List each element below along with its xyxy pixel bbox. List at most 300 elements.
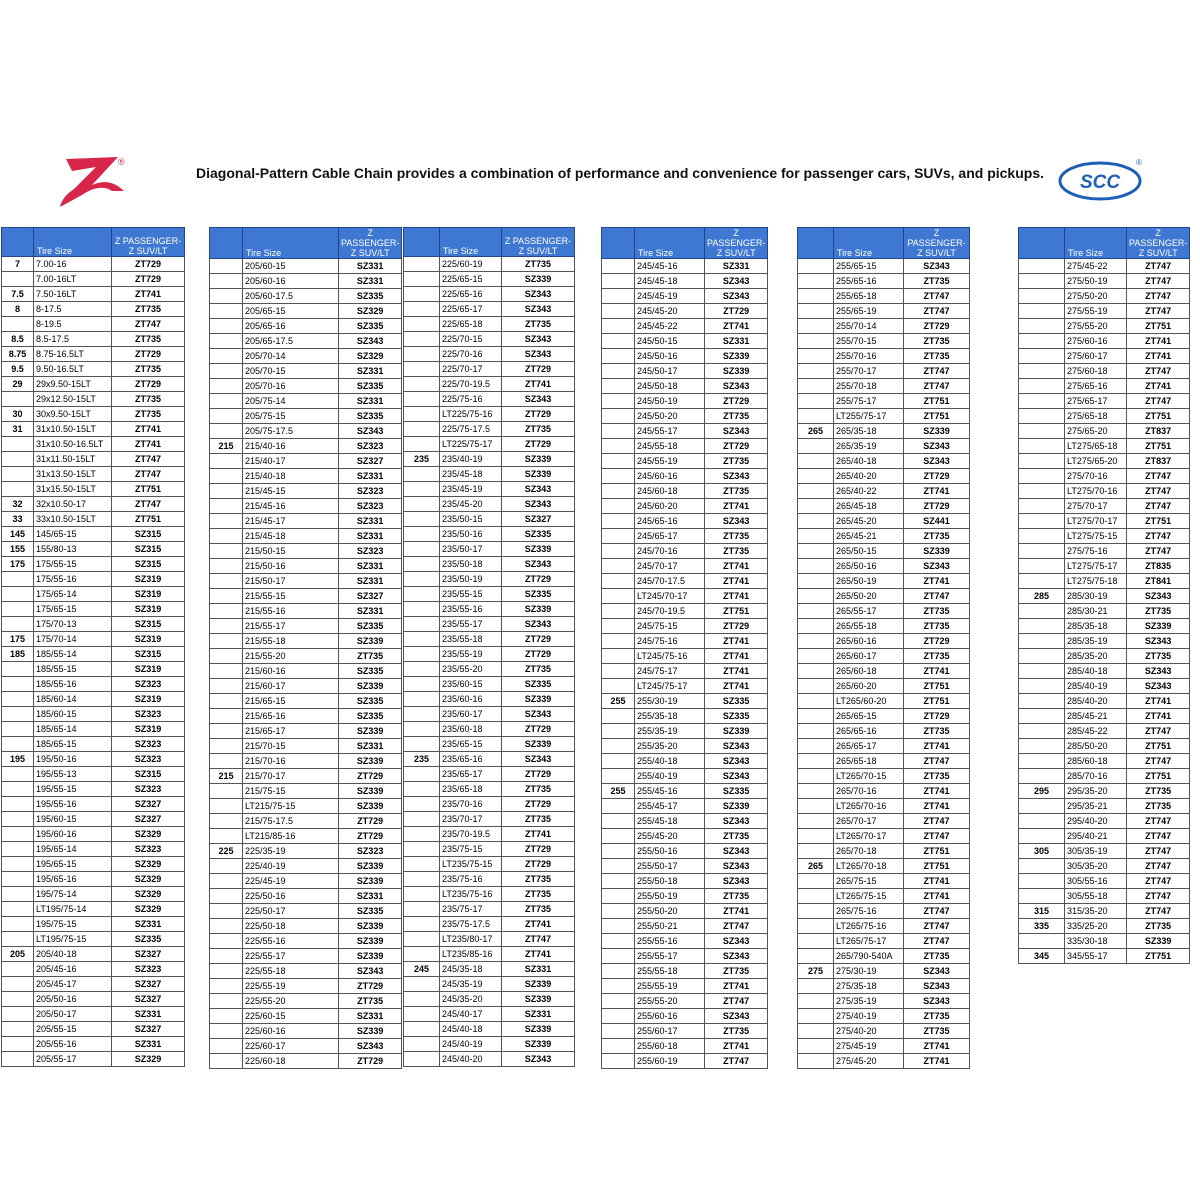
table-row [2, 752, 185, 767]
table-row [798, 724, 970, 739]
table-row [1019, 919, 1190, 934]
table-row [602, 304, 768, 319]
chain-model-cell: SZ323 [112, 782, 185, 797]
chain-model-cell: ZT751 [1127, 739, 1190, 754]
tire-width-cell [404, 677, 440, 692]
tire-width-cell [2, 617, 34, 632]
table-row [1019, 424, 1190, 439]
tire-width-cell [404, 602, 440, 617]
tire-size-cell: 185/65-15 [34, 737, 112, 752]
tire-width-cell [1019, 664, 1065, 679]
table-row [1019, 784, 1190, 799]
tire-size-cell: 235/70-16 [440, 797, 502, 812]
table-row [210, 589, 402, 604]
chain-model-cell: ZT729 [339, 1054, 402, 1069]
chain-model-cell: ZT735 [502, 872, 575, 887]
tire-width-cell: 31 [2, 422, 34, 437]
tire-size-cell: 225/75-16 [440, 392, 502, 407]
table-row [798, 619, 970, 634]
chain-model-cell: SZ339 [502, 602, 575, 617]
tire-width-cell [210, 319, 243, 334]
tire-size-cell: 175/70-14 [34, 632, 112, 647]
table-row [210, 904, 402, 919]
table-row [798, 589, 970, 604]
chain-model-cell: ZT729 [705, 439, 768, 454]
table-row [210, 1039, 402, 1054]
chain-model-cell: SZ331 [339, 889, 402, 904]
chain-model-cell: ZT741 [1127, 379, 1190, 394]
chain-model-cell: ZT735 [705, 829, 768, 844]
chain-model-cell: ZT747 [112, 467, 185, 482]
table-row [2, 557, 185, 572]
table-row [602, 349, 768, 364]
tire-width-cell [2, 452, 34, 467]
chain-model-cell: SZ343 [502, 287, 575, 302]
chain-model-cell: SZ343 [502, 557, 575, 572]
table-row [798, 964, 970, 979]
tire-size-cell: 245/60-20 [635, 499, 705, 514]
chain-model-cell: ZT729 [502, 857, 575, 872]
tire-width-cell [798, 889, 834, 904]
tire-width-cell [2, 317, 34, 332]
table-row [602, 454, 768, 469]
table-row [210, 679, 402, 694]
table-row [404, 977, 575, 992]
chain-model-cell: ZT735 [339, 994, 402, 1009]
tire-size-cell: 285/35-20 [1065, 649, 1127, 664]
table-row [602, 874, 768, 889]
tire-width-cell [798, 679, 834, 694]
tire-size-cell: 265/70-18 [834, 844, 904, 859]
chain-model-cell: SZ331 [339, 1009, 402, 1024]
tire-width-cell [404, 977, 440, 992]
tire-width-cell [404, 1022, 440, 1037]
chain-model-cell: ZT751 [904, 394, 970, 409]
tire-width-cell [404, 647, 440, 662]
tire-size-cell: 33x10.50-15LT [34, 512, 112, 527]
table-row [798, 424, 970, 439]
table-row [798, 454, 970, 469]
tire-width-cell [798, 409, 834, 424]
chain-model-cell: SZ327 [112, 977, 185, 992]
table-row [602, 604, 768, 619]
table-row [2, 392, 185, 407]
tire-size-cell: 195/55-13 [34, 767, 112, 782]
table-row [2, 302, 185, 317]
tire-size-cell: 225/65-16 [440, 287, 502, 302]
table-row [210, 649, 402, 664]
chain-model-cell: SZ339 [705, 364, 768, 379]
chain-header-line1: Z PASSENGER- [707, 228, 766, 248]
tire-width-cell [404, 362, 440, 377]
tire-width-cell [602, 1054, 635, 1069]
tire-width-cell: 295 [1019, 784, 1065, 799]
table-row [1019, 589, 1190, 604]
chain-model-cell: SZ339 [502, 272, 575, 287]
tire-size-cell: LT275/65-18 [1065, 439, 1127, 454]
tire-width-cell [210, 634, 243, 649]
tire-width-cell [798, 874, 834, 889]
tire-size-cell: 9.50-16.5LT [34, 362, 112, 377]
tire-size-cell: 235/70-17 [440, 812, 502, 827]
table-row [2, 272, 185, 287]
tire-size-cell: 29x12.50-15LT [34, 392, 112, 407]
width-column-header [210, 228, 243, 259]
tire-width-cell [798, 499, 834, 514]
tire-width-cell [210, 964, 243, 979]
tire-width-cell [210, 739, 243, 754]
tire-width-cell: 185 [2, 647, 34, 662]
tire-width-cell [602, 1024, 635, 1039]
chain-model-cell: ZT747 [1127, 499, 1190, 514]
tire-width-cell [798, 319, 834, 334]
tire-width-cell [1019, 439, 1065, 454]
tire-width-cell [210, 709, 243, 724]
tire-width-cell [2, 902, 34, 917]
chain-model-cell: ZT741 [705, 574, 768, 589]
chain-model-cell: ZT741 [705, 589, 768, 604]
chain-model-cell: ZT735 [502, 422, 575, 437]
tire-size-cell: 335/30-18 [1065, 934, 1127, 949]
tire-width-cell [602, 484, 635, 499]
tire-width-cell [602, 664, 635, 679]
chain-model-cell: ZT729 [904, 709, 970, 724]
chain-model-cell: SZ441 [904, 514, 970, 529]
tire-size-cell: 245/50-19 [635, 394, 705, 409]
table-row [602, 694, 768, 709]
tire-width-cell [404, 272, 440, 287]
tire-width-cell [210, 799, 243, 814]
tire-size-cell: 305/55-18 [1065, 889, 1127, 904]
tire-size-cell: 255/50-21 [635, 919, 705, 934]
tire-size-cell: 245/70-17 [635, 559, 705, 574]
tire-width-cell [2, 872, 34, 887]
tire-width-cell [404, 572, 440, 587]
tire-width-cell [1019, 484, 1065, 499]
tire-width-cell [602, 604, 635, 619]
tire-width-cell [798, 784, 834, 799]
tire-width-cell [404, 992, 440, 1007]
table-row [404, 1052, 575, 1067]
tire-size-cell: 225/60-17 [243, 1039, 339, 1054]
chain-model-cell: ZT751 [112, 482, 185, 497]
tire-width-cell [1019, 679, 1065, 694]
tire-width-cell [2, 857, 34, 872]
tire-width-cell [210, 814, 243, 829]
chain-model-cell: ZT729 [339, 769, 402, 784]
tire-width-cell [404, 947, 440, 962]
tire-size-cell: 225/50-17 [243, 904, 339, 919]
table-row [2, 1022, 185, 1037]
tire-width-cell: 255 [602, 694, 635, 709]
chain-model-cell: SZ335 [339, 319, 402, 334]
tire-size-cell: 275/70-17 [1065, 499, 1127, 514]
tire-size-cell: LT245/75-17 [635, 679, 705, 694]
tire-width-cell: 245 [404, 962, 440, 977]
table-row [602, 274, 768, 289]
tire-width-cell [1019, 694, 1065, 709]
tire-width-cell [404, 692, 440, 707]
table-row [404, 257, 575, 272]
tire-width-cell [602, 394, 635, 409]
tire-size-cell: 195/75-15 [34, 917, 112, 932]
tire-width-cell [210, 979, 243, 994]
tire-size-cell: 215/75-17.5 [243, 814, 339, 829]
tire-size-cell: 235/60-18 [440, 722, 502, 737]
tire-width-cell [602, 304, 635, 319]
chain-model-cell: ZT741 [705, 904, 768, 919]
tire-size-cell: 245/45-22 [635, 319, 705, 334]
tire-size-cell: 205/75-14 [243, 394, 339, 409]
tire-size-cell: 245/45-18 [635, 274, 705, 289]
chain-model-cell: SZ335 [339, 379, 402, 394]
table-row [404, 917, 575, 932]
table-row [2, 692, 185, 707]
tire-width-cell [1019, 559, 1065, 574]
chain-model-cell: ZT729 [502, 767, 575, 782]
chain-model-cell: SZ327 [502, 512, 575, 527]
table-row [210, 409, 402, 424]
tire-size-cell: 205/65-15 [243, 304, 339, 319]
table-row [210, 1054, 402, 1069]
tire-size-cell: 195/65-16 [34, 872, 112, 887]
tire-size-cell: 215/40-16 [243, 439, 339, 454]
chain-model-cell: SZ343 [502, 482, 575, 497]
table-row [798, 1039, 970, 1054]
table-row [602, 934, 768, 949]
tire-size-cell: 195/60-15 [34, 812, 112, 827]
chain-model-cell: ZT741 [904, 484, 970, 499]
tire-size-cell: 265/45-20 [834, 514, 904, 529]
chain-model-cell: ZT735 [1127, 604, 1190, 619]
chain-model-cell: ZT735 [1127, 919, 1190, 934]
table-row [2, 257, 185, 272]
table-row [2, 317, 185, 332]
chain-model-cell: ZT729 [502, 797, 575, 812]
tire-size-cell: 235/55-19 [440, 647, 502, 662]
tire-size-cell: 235/60-16 [440, 692, 502, 707]
tire-width-cell [1019, 454, 1065, 469]
tire-width-cell [602, 634, 635, 649]
tire-size-cell: 215/65-15 [243, 694, 339, 709]
tire-width-cell: 195 [2, 752, 34, 767]
tire-size-cell: 225/60-19 [440, 257, 502, 272]
tire-size-cell: 305/35-20 [1065, 859, 1127, 874]
tire-size-cell: 285/60-18 [1065, 754, 1127, 769]
tire-width-cell [602, 979, 635, 994]
chain-model-cell: SZ323 [339, 544, 402, 559]
chain-model-cell: SZ329 [339, 349, 402, 364]
chain-model-cell: ZT729 [502, 407, 575, 422]
chain-model-cell: SZ331 [112, 1037, 185, 1052]
table-row [798, 604, 970, 619]
chain-model-cell: ZT735 [904, 619, 970, 634]
chain-model-cell: ZT837 [1127, 454, 1190, 469]
chain-model-cell: ZT747 [705, 919, 768, 934]
chain-model-cell: ZT747 [1127, 274, 1190, 289]
table-row [798, 364, 970, 379]
table-row [798, 919, 970, 934]
tire-width-cell [404, 887, 440, 902]
chain-model-cell: SZ343 [1127, 679, 1190, 694]
table-row [798, 499, 970, 514]
chain-model-cell: SZ327 [339, 454, 402, 469]
tire-size-cell: 255/75-17 [834, 394, 904, 409]
tire-width-cell [2, 1037, 34, 1052]
tire-size-cell: 295/40-20 [1065, 814, 1127, 829]
tire-size-cell: 235/50-17 [440, 542, 502, 557]
tire-width-cell [798, 709, 834, 724]
tire-width-cell [602, 844, 635, 859]
tire-size-cell: 245/50-18 [635, 379, 705, 394]
table-row [798, 334, 970, 349]
tire-width-cell [210, 829, 243, 844]
tire-width-cell [1019, 829, 1065, 844]
table-row [798, 1054, 970, 1069]
chain-model-cell: ZT751 [1127, 409, 1190, 424]
tire-size-cell: 205/75-17.5 [243, 424, 339, 439]
table-row [404, 497, 575, 512]
tire-width-cell [602, 529, 635, 544]
tire-size-cell: 255/50-19 [635, 889, 705, 904]
chain-model-cell: ZT735 [502, 257, 575, 272]
tire-width-cell: 30 [2, 407, 34, 422]
tire-size-cell: 255/30-19 [635, 694, 705, 709]
tire-size-cell: 225/75-17.5 [440, 422, 502, 437]
tire-width-cell [602, 364, 635, 379]
table-row [404, 947, 575, 962]
table-row [798, 349, 970, 364]
chain-model-cell: ZT747 [1127, 469, 1190, 484]
table-row [2, 452, 185, 467]
table-row [602, 1054, 768, 1069]
table-row [2, 827, 185, 842]
table-row [602, 769, 768, 784]
tire-size-cell: 265/60-20 [834, 679, 904, 694]
table-row [798, 379, 970, 394]
tire-width-cell [1019, 394, 1065, 409]
table-row [798, 844, 970, 859]
tire-size-cell: 255/35-19 [635, 724, 705, 739]
chain-model-cell: SZ343 [705, 274, 768, 289]
tire-width-cell [602, 919, 635, 934]
chain-column-header [904, 228, 970, 259]
tire-width-cell [210, 784, 243, 799]
tire-width-cell [798, 469, 834, 484]
chain-model-cell: ZT741 [904, 889, 970, 904]
tire-width-cell [602, 559, 635, 574]
chain-model-cell: SZ329 [112, 887, 185, 902]
chain-model-cell: ZT735 [112, 362, 185, 377]
tire-size-cell: 275/55-20 [1065, 319, 1127, 334]
table-row [798, 979, 970, 994]
tire-size-cell: LT275/75-15 [1065, 529, 1127, 544]
chain-model-cell: SZ343 [705, 424, 768, 439]
table-row [210, 919, 402, 934]
chain-model-cell: SZ343 [904, 559, 970, 574]
chain-model-cell: SZ331 [339, 529, 402, 544]
tire-size-cell: 205/45-17 [34, 977, 112, 992]
tire-size-cell: 265/55-18 [834, 619, 904, 634]
chain-model-cell: ZT741 [1127, 709, 1190, 724]
table-row [404, 287, 575, 302]
tire-size-cell: 285/40-20 [1065, 694, 1127, 709]
tire-width-cell [1019, 409, 1065, 424]
table-row [798, 814, 970, 829]
tire-width-cell [2, 587, 34, 602]
tire-width-cell [2, 887, 34, 902]
tire-width-cell: 335 [1019, 919, 1065, 934]
tire-size-cell: 225/35-19 [243, 844, 339, 859]
tire-width-cell [210, 259, 243, 274]
table-row [404, 812, 575, 827]
chain-model-cell: SZ315 [112, 527, 185, 542]
tire-width-cell [404, 557, 440, 572]
table-row [1019, 814, 1190, 829]
table-row [2, 647, 185, 662]
table-row [210, 559, 402, 574]
tire-width-cell [2, 392, 34, 407]
table-row [602, 649, 768, 664]
table-row [210, 514, 402, 529]
tire-width-cell [210, 874, 243, 889]
tire-width-cell [404, 812, 440, 827]
tire-width-cell [404, 917, 440, 932]
table-row [798, 709, 970, 724]
table-row [210, 499, 402, 514]
tire-width-cell [602, 409, 635, 424]
tire-width-cell [602, 499, 635, 514]
table-row [602, 334, 768, 349]
tire-size-cell: LT255/75-17 [834, 409, 904, 424]
tire-width-cell [404, 782, 440, 797]
chain-header-line2: Z SUV/LT [350, 248, 390, 258]
tire-size-cell: 275/50-20 [1065, 289, 1127, 304]
tire-width-cell [1019, 799, 1065, 814]
tire-width-cell: 9.5 [2, 362, 34, 377]
table-row [1019, 649, 1190, 664]
tire-width-cell [1019, 364, 1065, 379]
chain-model-cell: ZT735 [502, 902, 575, 917]
tire-width-cell [602, 274, 635, 289]
chain-header-line1: Z PASSENGER- [1129, 228, 1188, 248]
tire-size-cell: 235/55-18 [440, 632, 502, 647]
tire-width-cell [404, 317, 440, 332]
tire-size-column-header: Tire Size [440, 228, 502, 257]
width-column-header [798, 228, 834, 259]
tire-width-cell: 235 [404, 452, 440, 467]
tire-width-cell [798, 1039, 834, 1054]
chain-model-cell: SZ327 [112, 797, 185, 812]
tire-size-cell: 235/75-15 [440, 842, 502, 857]
tire-width-cell [2, 797, 34, 812]
chain-model-cell: SZ323 [339, 484, 402, 499]
tire-width-cell [602, 754, 635, 769]
table-row [798, 649, 970, 664]
chain-model-cell: ZT735 [904, 349, 970, 364]
tire-size-cell: LT265/75-17 [834, 934, 904, 949]
tire-width-cell [404, 407, 440, 422]
table-row [210, 709, 402, 724]
table-row [404, 992, 575, 1007]
chain-model-cell: SZ331 [112, 1007, 185, 1022]
chain-model-cell: SZ343 [339, 424, 402, 439]
tire-width-cell [404, 722, 440, 737]
chain-model-cell: ZT729 [904, 634, 970, 649]
tire-width-cell [798, 1054, 834, 1069]
tire-width-cell [404, 482, 440, 497]
table-row [602, 979, 768, 994]
